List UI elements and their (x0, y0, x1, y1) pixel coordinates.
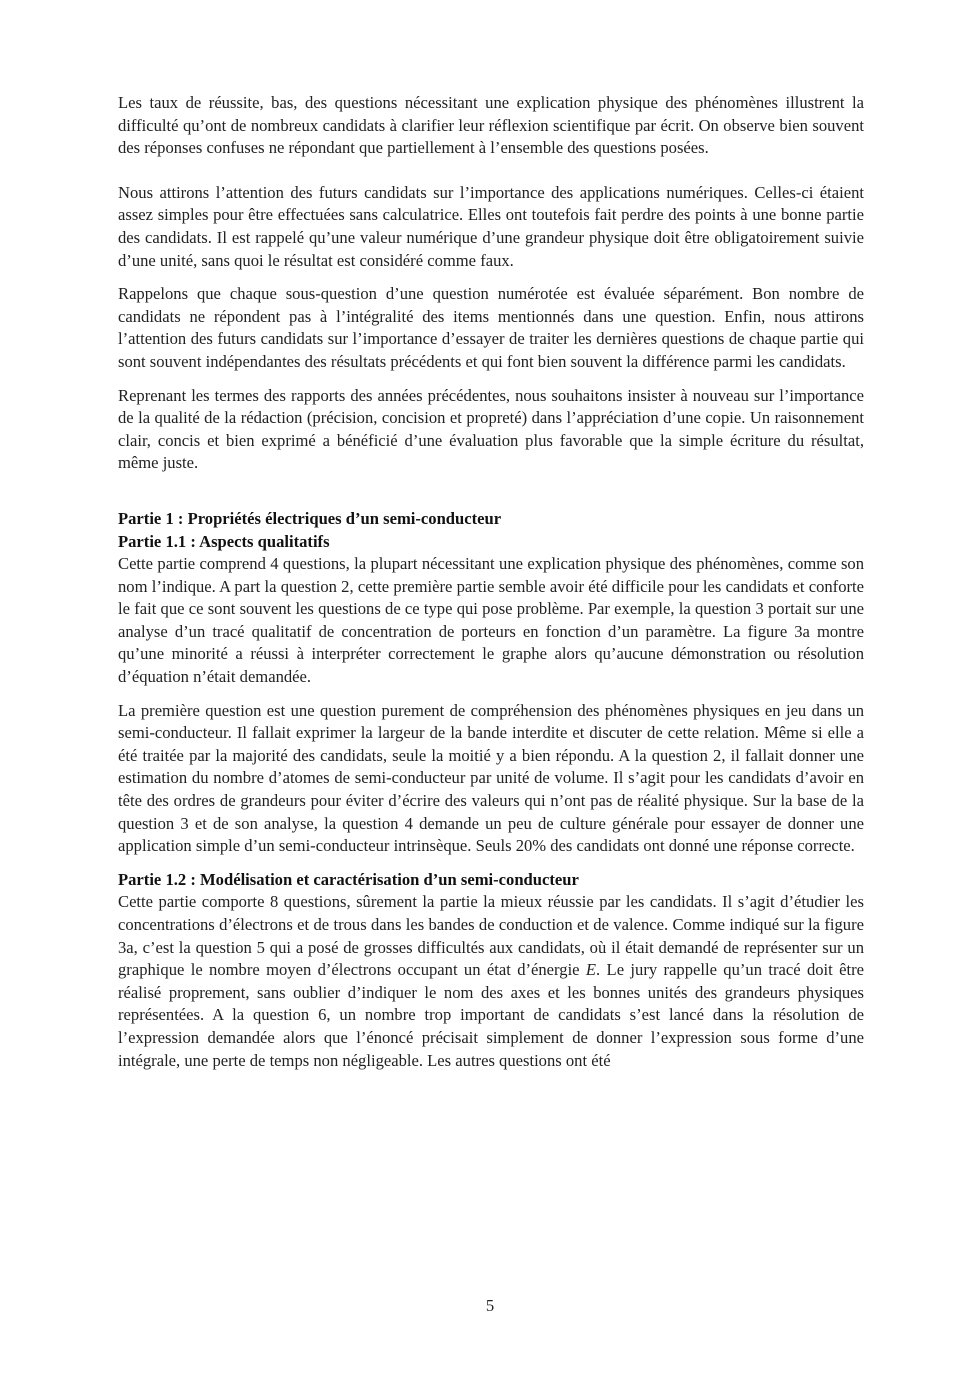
paragraph-writing-quality: Reprenant les termes des rapports des années précédentes, nous souhaitons insister à nouveau sur l’importance de la qualité de la rédaction (précision, concision et propreté) dans l’appréciation d’une copie. Un raisonnement clair, concis et bien exprimé a bénéficié d’une évaluation plus favorable que la simple écriture du résultat, même juste. (118, 385, 864, 473)
energy-variable: E (585, 960, 597, 980)
paragraph-intro-success-rates: Les taux de réussite, bas, des questions nécessitant une explication physique des phénomènes illustrent la difficulté qu’ont de nombreux candidats à clarifier leur réflexion scientifique par écrit. On observe bien souvent des réponses confuses ne répondant que partiellement à l’ensemble des questions posées. (118, 93, 864, 158)
part1-heading: Partie 1 : Propriétés électriques d’un semi-conducteur (118, 508, 502, 528)
part1-2-paragraph-1 (118, 891, 864, 1072)
paragraph-sub-questions: Rappelons que chaque sous-question d’une question numérotée est évaluée séparément. Bon nombre de candidats ne répondent pas à l’intégralité des items mentionnés dans une question. Enfin, nous attirons l’attention des futurs candidats sur l’importance d’essayer de traiter les dernières questions de chaque partie qui sont souvent indépendantes des résultats précédents et qui font bien souvent la différence parmi les candidats. (118, 284, 864, 371)
part1-1-paragraph-1: Cette partie comprend 4 questions, la plupart nécessitant une explication physique des phénomènes, comme son nom l’indique. A part la question 2, cette première partie semble avoir été difficile pour les candidats et conforte le fait que ce sont souvent les questions de ce type qui pose problème. Par exemple, la question 3 portait sur une analyse d’un tracé qualitatif de concentration de porteurs en fonction d’un paramètre. La figure 3a montre qu’une minorité a réussi à interpréter correctement le graphe alors qu’aucune démonstration ou résolution d’équation n’était demandée. (118, 554, 864, 687)
part1-2-text-start: Cette partie comporte 8 questions, sûrement la partie la mieux réussie par les candidats. Il s’agit d’étudier les concentrations d’électrons et de trous dans les bandes de conduction et de valence. Comme indiqué sur la figure 3a, c’est la question 5 qui a posé de grosses difficultés aux candidats, où il était demandé de représenter sur un graphique le nombre moyen d’électrons occupant un état d’énergie (118, 892, 864, 980)
paragraph-numerical-applications: Nous attirons l’attention des futurs candidats sur l’importance des applications numériques. Celles-ci étaient assez simples pour être effectuées sans calculatrice. Elles ont toutefois fait perdre des points à une bonne partie des candidats. Il est rappelé qu’une valeur numérique d’une grandeur physique doit être obligatoirement suivie d’une unité, sans quoi le résultat est considéré comme faux. (118, 182, 864, 270)
document-body (118, 92, 864, 1072)
page-number: 5 (485, 1296, 495, 1315)
part1-1-paragraph-2: La première question est une question purement de compréhension des phénomènes physiques en jeu dans un semi-conducteur. Il fallait exprimer la largeur de la bande interdite et discuter de cette relation. Même si elle a été traitée par la majorité des candidats, seule la moitié y a bien répondu. A la question 2, il fallait donner une estimation du nombre d’atomes de semi-conducteur par unité de volume. Il s’agit pour les candidats d’avoir en tête des ordres de grandeurs pour éviter d’écrire des valeurs qui n’ont pas de réalité physique. Sur la base de la question 3 et de son analyse, la question 4 demande un peu de culture générale pour essayer de donner une application simple d’un semi-conducteur intrinsèque. Seuls 20% des candidats ont donné une réponse correcte. (118, 700, 864, 856)
part1-2-heading: Partie 1.2 : Modélisation et caractérisation d’un semi-conducteur (118, 869, 579, 889)
part1-2-text-end: . Le jury rappelle qu’un tracé doit être réalisé proprement, sans oublier d’indiquer le nom des axes et les bonnes unités des grandeurs physiques représentées. A la question 6, un nombre trop important de candidats s’est lancé dans la résolution de l’expression demandée alors que l’énoncé précisait simplement de donner l’expression sous forme d’une intégrale, une perte de temps non négligeable. Les autres questions ont été (118, 960, 864, 1070)
part1-1-heading: Partie 1.1 : Aspects qualitatifs (118, 531, 330, 551)
